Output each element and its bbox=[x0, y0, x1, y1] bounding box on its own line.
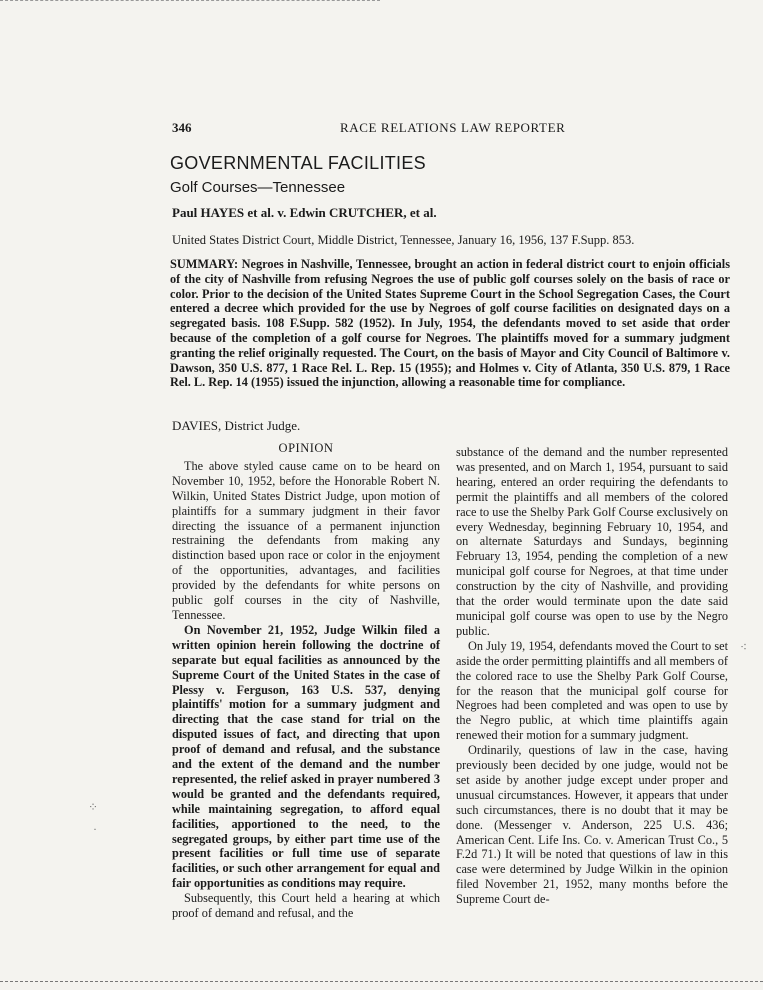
scan-border-bottom bbox=[0, 981, 763, 982]
opinion-paragraph: Ordinarily, questions of law in the case, having previously been decided by one judge, would not be set aside by another judge except under proper and unusual circumstances. However, it appears that under such circumstances, there is no doubt that it may be done. (Messenger v. Anderson, 225 U.S. 436; American Cent. Life Ins. Co. v. American Trust Co., 5 F.2d 71.) It will be noted that questions of law in this case were determined by Judge Wilkin in the opinion filed November 21, 1952, many months before the Supreme Court de- bbox=[456, 743, 728, 907]
scan-speckle: ⁘ bbox=[88, 800, 99, 814]
summary-text: Negroes in Nashville, Tennessee, brought an action in federal district court to enjoin officials of the city of Nashville from refusing Negroes the use of public golf courses solely on the basis of race or color. Prior to the decision of the United States Supreme Court in the School Segregation Cases, the Court entered a decree which provided for the use by Negroes of golf course facilities on designated days on a segregated basis. 108 F.Supp. 582 (1952). In July, 1954, the defendants moved to set aside that order because of the completion of a golf course for Negroes. The plaintiffs moved for a summary judgment granting the relief originally requested. The Court, on the basis of Mayor and City Council of Baltimore v. Dawson, 350 U.S. 877, 1 Race Rel. L. Rep. 15 (1955); and Holmes v. City of Atlanta, 350 U.S. 879, 1 Race Rel. L. Rep. 14 (1955) issued the injunction, allowing a reasonable time for compliance. bbox=[170, 257, 730, 390]
opinion-paragraph: Subsequently, this Court held a hearing at which proof of demand and refusal, and the bbox=[172, 891, 440, 921]
page-number: 346 bbox=[172, 120, 192, 135]
opinion-paragraph: substance of the demand and the number represented was presented, and on March 1, 1954, pursuant to said hearing, entered an order requiring the defendants to permit the plaintiffs and all members of the colored race to use the Shelby Park Golf Course exclusively on every Wednesday, beginning February 10, 1954, and on alternate Saturdays and Sundays, beginning February 13, 1954, pending the completion of a new municipal golf course for Negroes, at that time under construction by the city of Nashville, and providing that the order would terminate upon the date said municipal golf course was open to use by the Negro public. bbox=[456, 445, 728, 638]
opinion-paragraph: On July 19, 1954, defendants moved the Court to set aside the order permitting plaintiffs and all members of the colored race to use the Shelby Park Golf Course, for the reason that the municipal golf course for Negroes had been completed and was open to use by the Negro public, at which time plaintiffs again renewed their motion for a summary judgment. bbox=[456, 638, 728, 743]
court-citation: United States District Court, Middle District, Tennessee, January 16, 1956, 137 F.Supp. 853. bbox=[172, 233, 635, 247]
judge-line: DAVIES, District Judge. bbox=[172, 418, 301, 433]
running-header bbox=[172, 120, 732, 138]
opinion-right-column bbox=[456, 445, 728, 907]
summary-paragraph bbox=[170, 257, 730, 390]
opinion-paragraph: On November 21, 1952, Judge Wilkin filed a written opinion herein following the doctrine of separate but equal facilities as announced by the Supreme Court of the United States in the case of Plessy v. Ferguson, 163 U.S. 537, denying plaintiffs' motion for a summary judgment and directing that the case stand for trial on the disputed issues of fact, and directing that upon proof of demand and refusal, and the substance and the extent of the demand and the number represented, the relief asked in prayer numbered 3 would be granted and the defendants required, while maintaining segregation, to afford equal facilities, apportioned to the need, to the segregated groups, by either part time use of the present facilities or full time use of separate facilities, or such other arrangement for equal and fair opportunities as conditions may require. bbox=[172, 622, 440, 891]
opinion-left-column bbox=[172, 441, 440, 921]
running-title: RACE RELATIONS LAW REPORTER bbox=[340, 120, 566, 135]
summary-label: SUMMARY: bbox=[170, 257, 239, 271]
opinion-paragraph: The above styled cause came on to be heard on November 10, 1952, before the Honorable Robert N. Wilkin, United States District Judge, upon motion of plaintiffs for a summary judgment in their favor directing the issuance of a permanent injunction restraining the defendants from making any distinction based upon race or color in the enjoyment of the opportunities, advantages, and facilities provided by the defendants for white persons on public golf courses in the city of Nashville, Tennessee. bbox=[172, 458, 440, 622]
section-title: GOVERNMENTAL FACILITIES bbox=[170, 153, 426, 173]
scan-speckle: · bbox=[93, 822, 97, 836]
scan-speckle: ⁖ bbox=[740, 640, 748, 654]
opinion-heading: OPINION bbox=[278, 441, 334, 455]
scan-border-top bbox=[0, 0, 380, 1]
subsection-title: Golf Courses—Tennessee bbox=[170, 179, 346, 196]
case-name: Paul HAYES et al. v. Edwin CRUTCHER, et al. bbox=[172, 205, 437, 220]
